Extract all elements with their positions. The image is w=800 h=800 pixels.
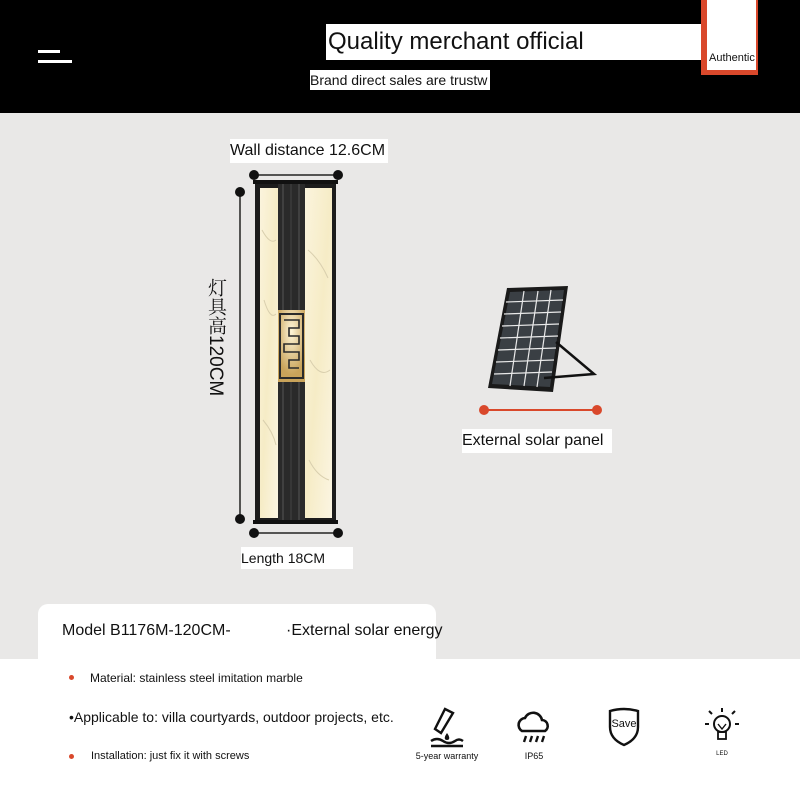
feature-label: IP65 [524, 751, 544, 761]
energy-type: ·External solar energy [286, 622, 443, 639]
light-bulb-icon [702, 705, 742, 749]
spec-applicable: •Applicable to: villa courtyards, outdoor projects, etc. [69, 709, 394, 725]
model-number: Model B1176M-120CM- [62, 622, 231, 639]
solar-panel-image [488, 286, 594, 392]
bullet-dot [69, 754, 74, 759]
model-card [38, 604, 443, 660]
wall-distance-label: Wall distance 12.6CM [230, 139, 388, 163]
wall-distance-dimension [249, 170, 343, 180]
feature-warranty [407, 705, 487, 761]
warranty-icon [427, 705, 467, 749]
feature-label: 5-year warranty [415, 751, 479, 761]
feature-led [682, 705, 762, 757]
height-dimension [235, 187, 245, 524]
length-label: Length 18CM [241, 547, 353, 569]
product-diagram [0, 113, 800, 593]
length-dimension [249, 528, 343, 538]
page-subtitle: Brand direct sales are trustw [310, 70, 490, 90]
dimension-drawing [0, 113, 800, 593]
spec-installation: Installation: just fix it with screws [91, 750, 250, 762]
feature-ip65 [494, 705, 574, 761]
menu-icon[interactable] [38, 50, 72, 64]
spec-material: Material: stainless steel imitation marble [90, 671, 303, 685]
wall-lamp-image [253, 180, 338, 524]
header [0, 0, 800, 113]
page-title: Quality merchant official [326, 24, 750, 60]
height-label: 灯具高120CM [205, 278, 226, 397]
rain-cloud-icon [514, 705, 554, 749]
feature-label: LED [716, 751, 728, 757]
authentic-badge-label: Authentic [709, 52, 755, 64]
save-label: Save [611, 718, 637, 730]
spec-panel [0, 659, 800, 800]
solar-panel-dimension [479, 405, 602, 415]
feature-save [584, 705, 664, 749]
solar-panel-label: External solar panel [462, 429, 612, 453]
bullet-dot [69, 675, 74, 680]
